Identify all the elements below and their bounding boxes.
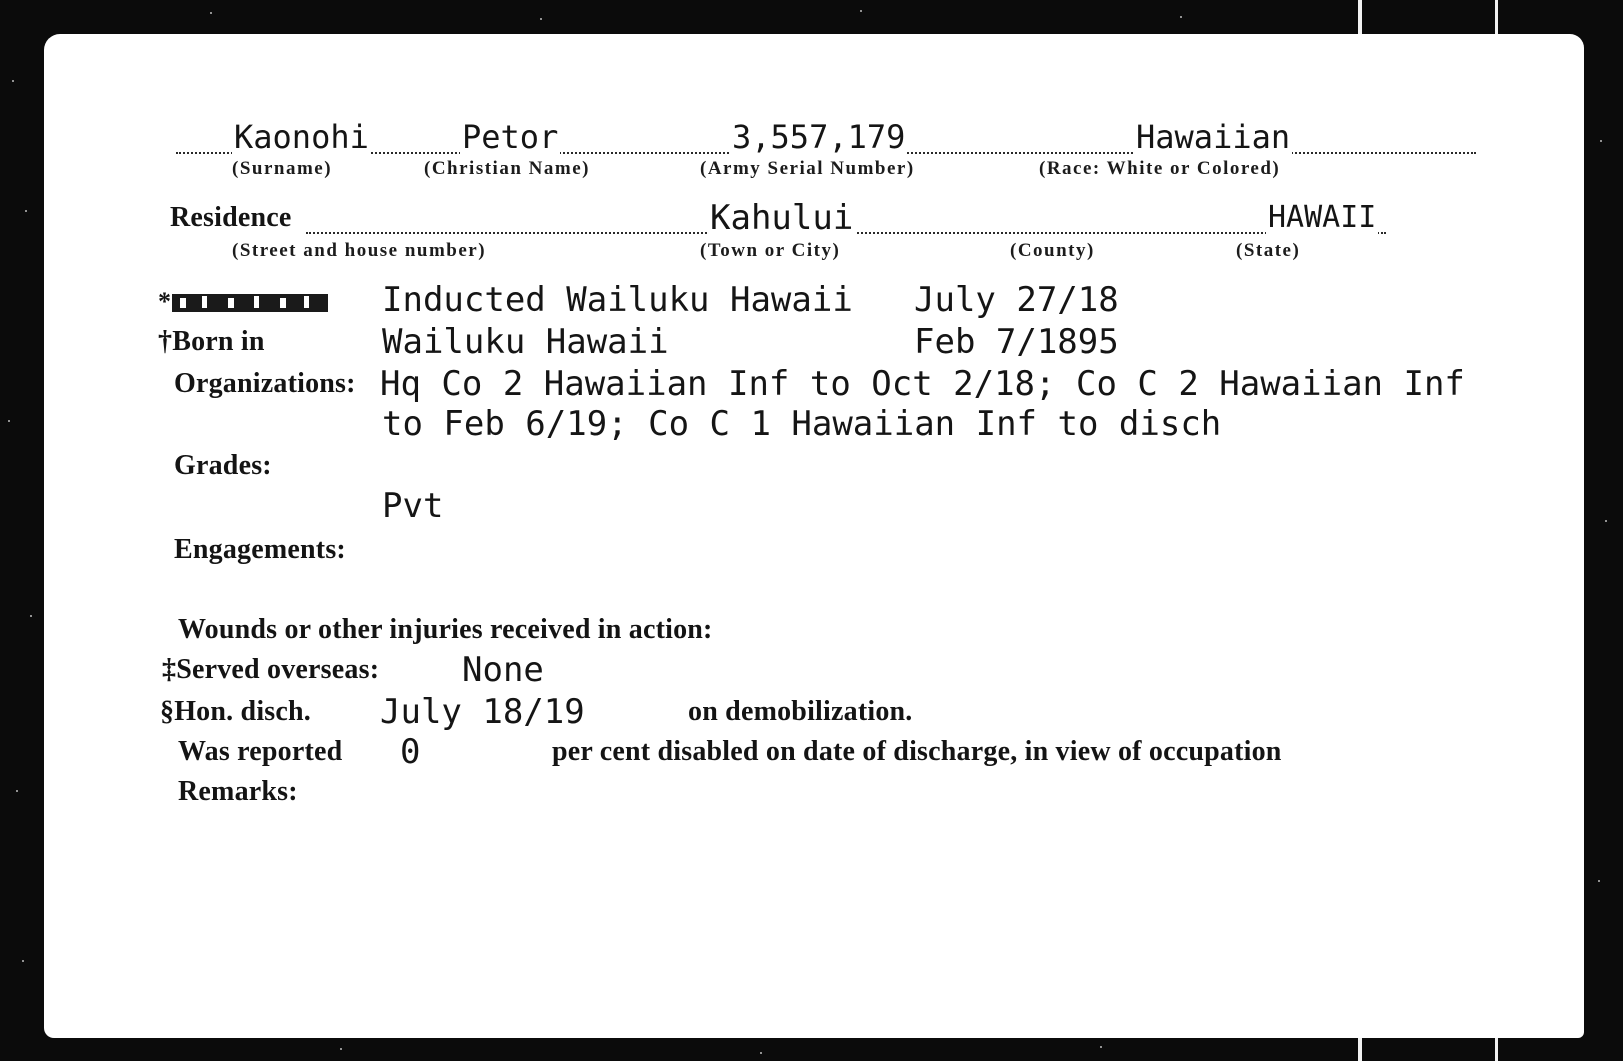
residence-state-value: HAWAII: [1268, 200, 1377, 235]
residence-label: Residence: [170, 202, 292, 233]
christian-name-value: Petor: [462, 118, 559, 156]
enlisted-label-struck: [158, 284, 330, 318]
record-card: [44, 34, 1584, 1038]
film-speck: [1600, 140, 1602, 142]
street-caption: (Street and house number): [232, 240, 487, 261]
organizations-label: Organizations:: [174, 368, 356, 399]
hon-disch-date: July 18/19: [380, 692, 585, 732]
hon-disch-suffix: on demobilization.: [688, 696, 913, 727]
inducted-date: July 27/18: [914, 280, 1119, 320]
film-speck: [1100, 1046, 1102, 1048]
born-label: †Born in: [158, 326, 265, 357]
film-speck: [210, 12, 212, 14]
disability-percent-value: 0: [400, 732, 421, 772]
film-speck: [12, 80, 14, 82]
strikeout-mark: [158, 284, 330, 318]
race-value: Hawaiian: [1136, 118, 1291, 156]
residence-town-value: Kahului: [710, 198, 854, 238]
film-speck: [1605, 520, 1607, 522]
county-caption: (County): [1010, 240, 1095, 261]
organizations-line-1: Hq Co 2 Hawaiian Inf to Oct 2/18; Co C 2 Hawaiian Inf: [380, 364, 1465, 404]
grades-value: Pvt: [382, 486, 444, 526]
film-speck: [1180, 16, 1182, 18]
surname-value: Kaonohi: [234, 118, 369, 156]
engagements-label: Engagements:: [174, 534, 346, 565]
organizations-line-2: to Feb 6/19; Co C 1 Hawaiian Inf to disch: [382, 404, 1222, 444]
inducted-value: Inducted Wailuku Hawaii: [382, 280, 853, 320]
film-speck: [540, 18, 542, 20]
state-caption: (State): [1236, 240, 1301, 261]
film-speck: [340, 1048, 342, 1050]
film-speck: [16, 790, 18, 792]
svg-text:*: *: [158, 287, 171, 316]
remarks-label: Remarks:: [178, 776, 298, 807]
serial-number-caption: (Army Serial Number): [700, 158, 915, 179]
film-speck: [25, 210, 27, 212]
surname-caption: (Surname): [232, 158, 333, 179]
town-caption: (Town or City): [700, 240, 841, 261]
film-speck: [8, 420, 10, 422]
film-speck: [22, 960, 24, 962]
served-overseas-label: ‡Served overseas:: [162, 654, 380, 685]
born-value: Wailuku Hawaii: [382, 322, 669, 362]
film-speck: [860, 10, 862, 12]
wounds-label: Wounds or other injuries received in action:: [178, 614, 713, 645]
christian-name-caption: (Christian Name): [424, 158, 590, 179]
disability-suffix: per cent disabled on date of discharge, in view of occupation: [552, 736, 1282, 767]
born-date: Feb 7/1895: [914, 322, 1119, 362]
grades-label: Grades:: [174, 450, 272, 481]
film-speck: [30, 615, 32, 617]
serial-number-value: 3,557,179: [732, 118, 906, 156]
film-speck: [760, 1052, 762, 1054]
was-reported-label: Was reported: [178, 736, 343, 767]
hon-disch-label: §Hon. disch.: [160, 696, 311, 727]
film-speck: [1598, 880, 1600, 882]
race-caption: (Race: White or Colored): [1039, 158, 1281, 179]
served-overseas-value: None: [462, 650, 544, 690]
